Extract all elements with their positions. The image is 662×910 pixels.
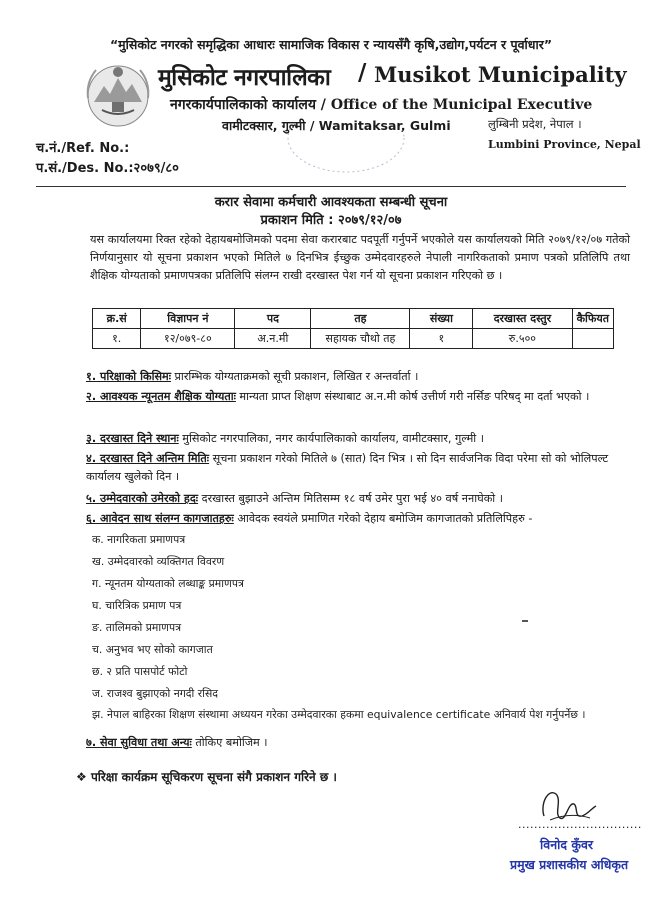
office-stamp <box>266 128 416 188</box>
dispatch-number: प.सं./Des. No.:२०७९/८० <box>36 161 179 176</box>
section-text: मान्यता प्राप्त शिक्षण संस्थाबाट अ.न.मी कोर्ष उत्तीर्ण गरी नर्सिङ परिषद् मा दर्ता भएको । <box>235 390 590 403</box>
list-item: ज. राजश्व बुझाएको नगदी रसिद <box>92 687 219 700</box>
col-remarks: कैफियत <box>572 309 613 329</box>
section-deadline <box>86 450 636 486</box>
reference-number: च.नं./Ref. No.: <box>36 141 130 156</box>
vacancy-table <box>92 308 614 349</box>
province-nepali: लुम्बिनी प्रदेश, नेपाल । <box>488 117 582 131</box>
section-text: प्रारम्भिक योग्यताक्रमको सूची प्रकाशन, लिखित र अन्तर्वार्ता । <box>171 370 419 383</box>
col-level: तह <box>311 309 410 329</box>
signer-title: प्रमुख प्रशासकीय अधिकृत <box>510 857 629 872</box>
name-separator: / <box>358 60 367 86</box>
col-fee: दरखास्त दस्तुर <box>473 309 572 329</box>
header-divider <box>36 186 626 187</box>
table-row <box>93 329 614 349</box>
cell-fee: रु.५०० <box>473 329 572 349</box>
municipality-name-nepali: मुसिकोट नगरपालिका <box>158 65 331 91</box>
section-heading: ६. आवेदन साथ संलग्न कागजातहरुः <box>86 512 234 525</box>
col-serial: क्र.सं <box>93 309 141 329</box>
list-item: झ. नेपाल बाहिरका शिक्षण संस्थामा अध्ययन गरेका उम्मेदवारका हकमा equivalence certificate अनिवार्य पेश गर्नुपर्नेछ । <box>92 708 586 721</box>
section-text: दरखास्त बुझाउने अन्तिम मितिसम्म १८ वर्ष उमेर पुरा भई ४० वर्ष ननाघेको । <box>198 492 503 505</box>
notice-body: यस कार्यालयमा रिक्त रहेको देहायबमोजिमको पदमा सेवा करारबाट पदपूर्ती गर्नुपर्ने भएकोले यस कार्यालयको मिति २०७९/१२/०७ गतेको निर्णयानुसार यो सूचना प्रकाशन भएको मितिले ७ दिनभित्र ईच्छुक उम्मेदवारहरुले नेपाली नागरिकताको प्रमाण पत्रको प्रतिलिपि तथा शैक्षिक योग्यताको प्रमाणपत्रका प्रतिलिपि संलग्न राखी दरखास्त पेश गर्न यो सूचना प्रकाशन गरिएको छ । <box>90 233 630 282</box>
section-text: मुसिकोट नगरपालिका, नगर कार्यपालिकाको कार्यालय, वामीटक्सार, गुल्मी । <box>178 432 484 445</box>
section-age-limit <box>86 490 636 508</box>
office-name <box>170 95 592 114</box>
section-heading: ३. दरखास्त दिने स्थानः <box>86 432 179 445</box>
cell-count: १ <box>410 329 473 349</box>
section-heading: १. परिक्षाको किसिमः <box>86 370 171 383</box>
section-application-place <box>86 430 636 448</box>
cell-remarks <box>572 329 613 349</box>
list-item: ग. न्यूनतम योग्यताको लब्धाङ्क प्रमाणपत्र <box>92 577 244 590</box>
section-attachments <box>86 510 636 528</box>
scan-mark <box>522 620 528 622</box>
footer-note <box>76 768 337 785</box>
signer-name: विनोद कुँवर <box>540 837 594 852</box>
office-name-nepali: नगरकार्यपालिकाको कार्यालय / <box>170 97 326 113</box>
section-heading: ४. दरखास्त दिने अन्तिम मितिः <box>86 452 210 465</box>
municipality-name-english: Musikot Municipality <box>374 62 627 87</box>
section-heading: ५. उम्मेदवारको उमेरको हदः <box>86 492 199 505</box>
list-item: छ. २ प्रति पासपोर्ट फोटो <box>92 665 188 678</box>
cell-serial: १. <box>93 329 141 349</box>
list-item: ख. उम्मेदवारको व्यक्तिगत विवरण <box>92 555 225 568</box>
cell-advert-no: १२/०७९-८० <box>141 329 235 349</box>
section-qualification <box>86 388 636 406</box>
section-heading: ७. सेवा सुविधा तथा अन्यः <box>86 736 192 749</box>
cell-level: सहायक चौथो तह <box>311 329 410 349</box>
diamond-bullet-icon: ❖ <box>76 770 87 784</box>
col-count: संख्या <box>410 309 473 329</box>
list-item: च. अनुभव भए सोको कागजात <box>92 643 213 656</box>
section-text: सूचना प्रकाशन गरेको मितिले ७ (सात) दिन भित्र । सो दिन सार्वजनिक विदा परेमा सो को भोलिपल्ट कार्यालय खुलेको दिन । <box>86 452 609 483</box>
list-item: घ. चारित्रिक प्रमाण पत्र <box>92 599 182 612</box>
col-advert-no: विज्ञापन नं <box>141 309 235 329</box>
section-text: आवेदक स्वयंले प्रमाणित गरेको देहाय बमोजिम कागजातको प्रतिलिपिहरु - <box>233 512 533 525</box>
municipality-motto: “मुसिकोट नगरको समृद्धिका आधारः सामाजिक विकास र न्यायसँगै कृषि,उद्योग,पर्यटन र पूर्वाधार” <box>109 37 553 52</box>
list-item: ङ. तालिमको प्रमाणपत्र <box>92 621 182 634</box>
footer-note-text: परिक्षा कार्यक्रम सूचिकरण सूचना संगै प्रकाशन गरिने छ । <box>90 770 337 784</box>
notice-title: करार सेवामा कर्मचारी आवश्यकता सम्बन्धी सूचना <box>214 195 448 210</box>
col-post: पद <box>235 309 311 329</box>
signature-line: ............................... <box>518 818 642 831</box>
nepal-government-emblem <box>82 58 154 130</box>
list-item: क. नागरिकता प्रमाणपत्र <box>92 533 186 546</box>
section-exam-type <box>86 368 636 386</box>
section-benefits <box>86 734 636 752</box>
office-address: वामीटक्सार, गुल्मी / Wamitaksar, Gulmi <box>222 118 451 133</box>
publication-date: प्रकाशन मिति : २०७९/१२/०७ <box>260 213 402 228</box>
section-heading: २. आवश्यक न्यूनतम शैक्षिक योग्यताः <box>86 390 236 403</box>
cell-post: अ.न.मी <box>235 329 311 349</box>
province-english: Lumbini Province, Nepal <box>488 138 641 151</box>
office-name-english: Office of the Municipal Executive <box>330 97 593 113</box>
table-header-row <box>93 309 614 329</box>
section-text: तोकिए बमोजिम । <box>191 736 268 749</box>
